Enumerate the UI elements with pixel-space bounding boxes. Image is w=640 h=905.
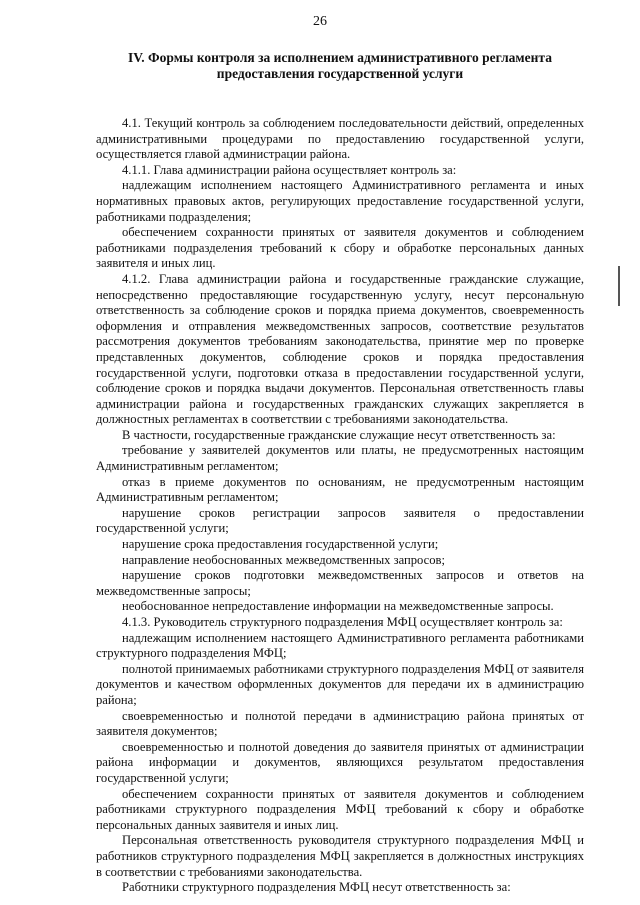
- paragraph-4-1-2: 4.1.2. Глава администрации района и государственные гражданские служащие, непосредственно предоставляющие государственную услугу, несут персональную ответственность за соблюдение сроков и порядка приема документов, своевременность оформления и отправления межведомственных запросов, соответствие результатов рассмотрения документов требованиям законодательства, принятие мер по проверке представленных документов, соблюдение сроков и порядка предоставления государственной услуги, подготовки отказа в предоставлении государственной услуги, соблюдение сроков и порядка выдачи документов. Персональная ответственность главы администрации района и государственных гражданских служащих закрепляется в должностных регламентах в соответствии с требованиями законодательства.: [96, 271, 584, 427]
- paragraph-mfc-workers: Работники структурного подразделения МФЦ несут ответственность за:: [122, 880, 511, 895]
- section-title: [96, 50, 584, 82]
- list-item: нарушение срока предоставления государственной услуги;: [122, 537, 439, 552]
- list-item: своевременностью и полнотой передачи в администрацию района принятых от заявителя документов;: [96, 708, 584, 739]
- list-item: обеспечением сохранности принятых от заявителя документов и соблюдением работниками структурного подразделения МФЦ требований к сбору и обработке персональных данных заявителя и иных лиц.: [96, 786, 584, 832]
- list-item: отказ в приеме документов по основаниям, не предусмотренным настоящим Административным регламентом;: [96, 474, 584, 505]
- list-item: надлежащим исполнением настоящего Административного регламента и иных нормативных правовых актов, регулирующих предоставление государственной услуги, работниками подразделения;: [96, 178, 584, 224]
- paragraph-4-1-1: 4.1.1. Глава администрации района осуществляет контроль за:: [122, 162, 457, 177]
- list-item: надлежащим исполнением настоящего Административного регламента работниками структурного подразделения МФЦ;: [96, 630, 584, 661]
- page-number: 26: [313, 14, 327, 29]
- section-title-line-1: IV. Формы контроля за исполнением административного регламента: [128, 50, 552, 65]
- list-item: обеспечением сохранности принятых от заявителя документов и соблюдением работниками подразделения требований к сбору и обработке персональных данных заявителя и иных лиц.: [96, 225, 584, 271]
- list-item: требование у заявителей документов или платы, не предусмотренных настоящим Административным регламентом;: [96, 443, 584, 474]
- list-item: своевременностью и полнотой доведения до заявителя принятых от администрации района информации и документов, являющихся результатом предоставления государственной услуги;: [96, 739, 584, 785]
- paragraph-responsibility-intro: В частности, государственные гражданские служащие несут ответственность за:: [122, 427, 556, 442]
- paragraph-mfc-responsibility: Персональная ответственность руководителя структурного подразделения МФЦ и работников структурного подразделения МФЦ закрепляется в должностных инструкциях в соответствии с требованиями законодательства.: [96, 833, 584, 879]
- list-item: направление необоснованных межведомственных запросов;: [122, 552, 445, 567]
- scan-artifact-mark: [618, 266, 620, 306]
- list-item: нарушение сроков подготовки межведомственных запросов и ответов на межведомственные запросы;: [96, 568, 584, 598]
- list-item: нарушение сроков регистрации запросов заявителя о предоставлении государственной услуги;: [96, 505, 584, 536]
- paragraph-4-1-3: 4.1.3. Руководитель структурного подразделения МФЦ осуществляет контроль за:: [122, 615, 563, 629]
- list-item: необоснованное непредоставление информации на межведомственные запросы.: [122, 599, 554, 614]
- paragraph-4-1: 4.1. Текущий контроль за соблюдением последовательности действий, определенных административными процедурами по предоставлению государственной услуги, осуществляется главой администрации района.: [96, 116, 584, 162]
- document-body: [96, 114, 584, 896]
- list-item: полнотой принимаемых работниками структурного подразделения МФЦ от заявителя документов и качеством оформленных документов для передачи их в администрацию района;: [96, 661, 584, 707]
- section-title-line-2: предоставления государственной услуги: [216, 66, 464, 81]
